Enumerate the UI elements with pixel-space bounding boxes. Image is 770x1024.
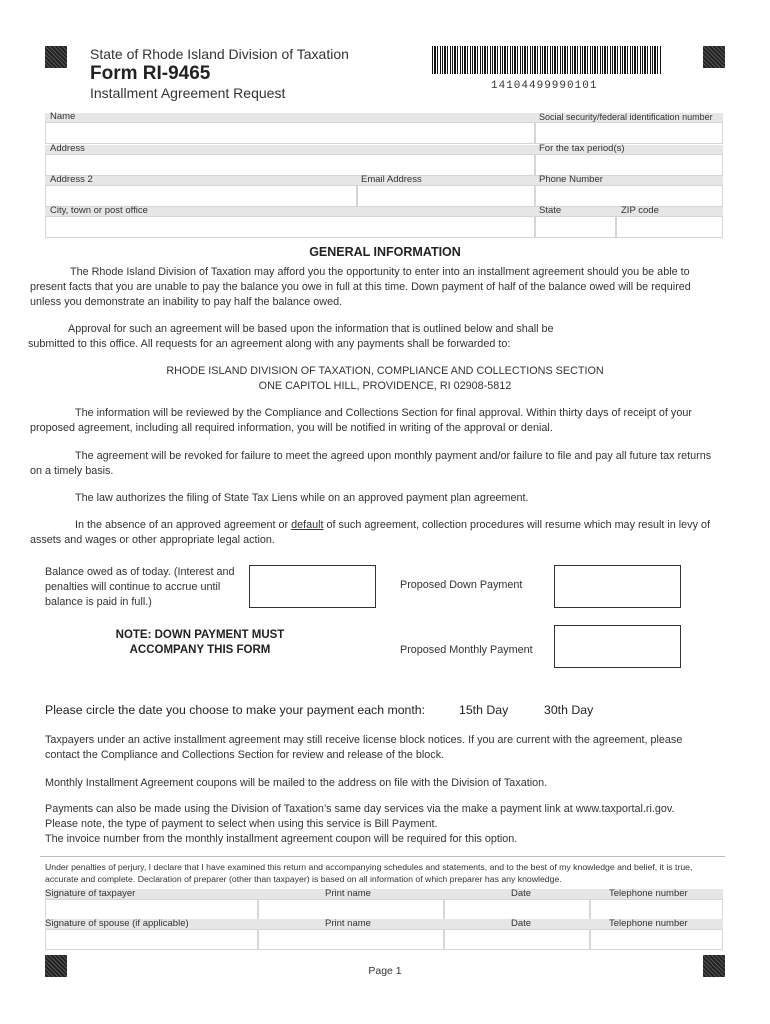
paragraph-6-end: of such agreement, collection procedures will resume which may result in levy of assets and wages or other appropriate legal action.	[30, 519, 710, 546]
mailing-address-line-1: RHODE ISLAND DIVISION OF TAXATION, COMPLIANCE AND COLLECTIONS SECTION	[166, 365, 604, 377]
zip-label: ZIP code	[621, 205, 659, 216]
page-number: Page 1	[368, 965, 402, 977]
spouse-signature-label: Signature of spouse (if applicable)	[45, 918, 189, 929]
bill-payment-notice: Please note, the type of payment to select when using this service is Bill Payment.	[45, 818, 438, 830]
down-payment-box[interactable]	[554, 565, 681, 608]
address-label: Address	[50, 143, 85, 154]
state-label: State	[539, 205, 562, 216]
divider	[40, 856, 725, 857]
barcode-number: 14104499990101	[491, 80, 598, 92]
invoice-number-notice: The invoice number from the monthly installment agreement coupon will be required for this option.	[45, 833, 518, 845]
spouse-print-name-label: Print name	[325, 918, 371, 929]
payment-date-prompt: Please circle the date you choose to make your payment each month:	[45, 703, 426, 717]
perjury-declaration: Under penalties of perjury, I declare that I have examined this return and accompanying schedules and statements, and to the best of my knowledge and belief, it is true, accurate and complete. Declaration of preparer (other than taxpayer) is based on all information of which preparer has any knowledge.	[45, 862, 693, 884]
agency-name: State of Rhode Island Division of Taxation	[90, 46, 349, 62]
general-info-heading: GENERAL INFORMATION	[309, 245, 461, 259]
city-field[interactable]	[45, 216, 535, 238]
monthly-payment-label: Proposed Monthly Payment	[400, 644, 533, 656]
phone-label: Phone Number	[539, 174, 603, 185]
telephone-label: Telephone number	[609, 888, 688, 899]
mailing-address-line-2: ONE CAPITOL HILL, PROVIDENCE, RI 02908-5812	[258, 380, 512, 392]
spouse-date-field[interactable]	[444, 929, 590, 950]
general-paragraph-1: The Rhode Island Division of Taxation may afford you the opportunity to enter into an installment agreement should you be able to present facts that you are unable to pay the balance you owe in full at this time. Down payment of half of the balance owed will be required unless you demonstrate an inability to pay half the balance owed.	[30, 266, 691, 308]
registration-mark	[45, 46, 67, 68]
general-paragraph-5: The law authorizes the filing of State Tax Liens while on an approved payment plan agreement.	[75, 492, 529, 504]
taxpayer-telephone-field[interactable]	[590, 899, 723, 920]
spouse-telephone-field[interactable]	[590, 929, 723, 950]
barcode	[432, 46, 662, 74]
taxpayer-print-name-field[interactable]	[258, 899, 444, 920]
spouse-signature-field[interactable]	[45, 929, 258, 950]
balance-owed-label: Balance owed as of today. (Interest and penalties will continue to accrue until balance is paid in full.)	[45, 566, 235, 608]
general-paragraph-2: Approval for such an agreement will be based upon the information that is outlined below and shall be submitted to this office. All requests for an agreement along with any payments shall be forwarded to:	[28, 323, 554, 350]
taxpayer-signature-field[interactable]	[45, 899, 258, 920]
address2-label: Address 2	[50, 174, 93, 185]
coupon-notice: Monthly Installment Agreement coupons will be mailed to the address on file with the Division of Taxation.	[45, 777, 548, 789]
spouse-telephone-label: Telephone number	[609, 918, 688, 929]
address2-field[interactable]	[45, 185, 357, 207]
down-payment-note: NOTE: DOWN PAYMENT MUST ACCOMPANY THIS FORM	[115, 629, 285, 656]
name-field[interactable]	[45, 122, 535, 144]
default-link[interactable]: default	[291, 519, 324, 531]
same-day-payment-notice: Payments can also be made using the Division of Taxation’s same day services via the make a payment link at www.taxportal.ri.gov.	[45, 803, 675, 815]
monthly-payment-box[interactable]	[554, 625, 681, 668]
license-block-notice: Taxpayers under an active installment agreement may still receive license block notices. If you are current with the agreement, please contact the Compliance and Collections Section for review and release of the block.	[45, 734, 683, 761]
general-paragraph-3: The information will be reviewed by the Compliance and Collections Section for final approval. Within thirty days of receipt of your proposed agreement, including all required information, you will be notified in writing of the approval or denial.	[30, 407, 692, 434]
tax-period-label: For the tax period(s)	[539, 143, 625, 154]
balance-owed-box[interactable]	[249, 565, 376, 608]
date-label: Date	[511, 888, 532, 899]
paragraph-6-start: In the absence of an approved agreement or	[75, 519, 292, 531]
form-title: Installment Agreement Request	[90, 85, 286, 101]
spouse-date-label: Date	[511, 918, 532, 929]
print-name-label: Print name	[325, 888, 371, 899]
state-field[interactable]	[535, 216, 616, 238]
form-number: Form RI-9465	[90, 63, 211, 84]
city-label: City, town or post office	[50, 205, 148, 216]
spouse-print-name-field[interactable]	[258, 929, 444, 950]
taxpayer-signature-label: Signature of taxpayer	[45, 888, 136, 899]
tax-period-field[interactable]	[535, 154, 723, 176]
name-label: Name	[50, 111, 76, 122]
registration-mark	[703, 46, 725, 68]
ssn-label: Social security/federal identification number	[539, 112, 713, 122]
general-paragraph-6	[30, 518, 714, 548]
ssn-field[interactable]	[535, 122, 723, 144]
zip-field[interactable]	[616, 216, 723, 238]
general-paragraph-4: The agreement will be revoked for failure to meet the agreed upon monthly payment and/or failure to file and pay all future tax returns on a timely basis.	[30, 450, 712, 477]
down-payment-label: Proposed Down Payment	[400, 579, 523, 591]
taxpayer-date-field[interactable]	[444, 899, 590, 920]
email-label: Email Address	[361, 174, 422, 185]
phone-field[interactable]	[535, 185, 723, 207]
payment-option-30th[interactable]: 30th Day	[544, 703, 594, 717]
address-field[interactable]	[45, 154, 535, 176]
payment-option-15th[interactable]: 15th Day	[459, 703, 509, 717]
email-field[interactable]	[357, 185, 535, 207]
